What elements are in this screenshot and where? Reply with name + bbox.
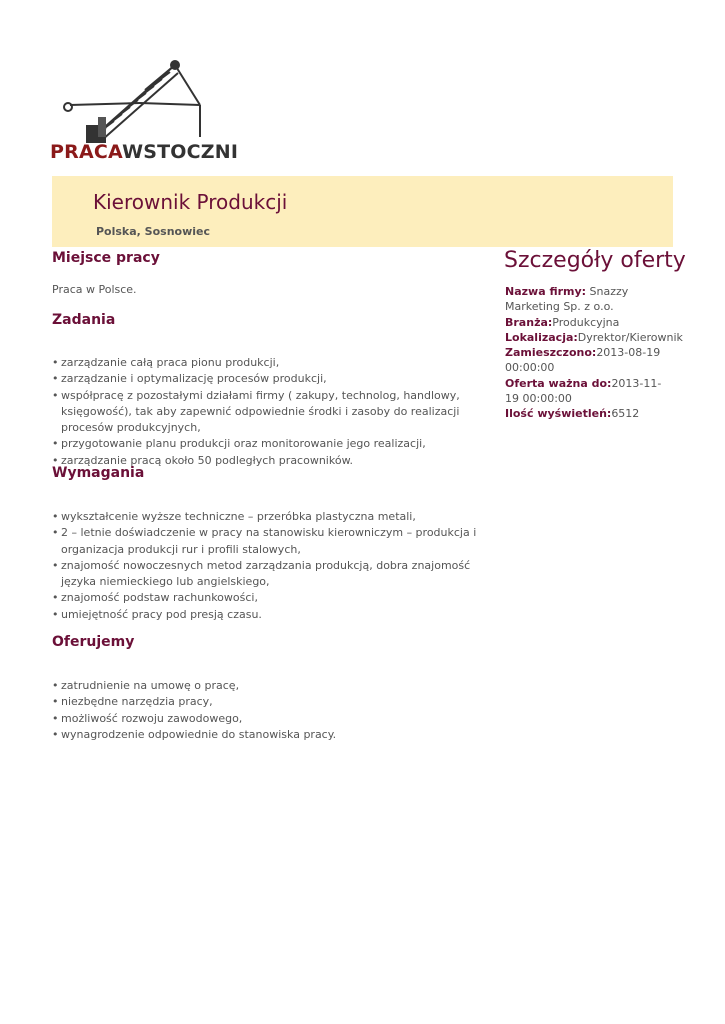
section-heading-wymagania: Wymagania <box>52 465 145 481</box>
list-item: • zarządzanie pracą około 50 podległych pracowników. <box>52 453 507 469</box>
list-item: • niezbędne narzędzia pracy, <box>52 694 507 710</box>
list-item: • 2 – letnie doświadczenie w pracy na stanowisku kierowniczym – produkcja i organizacja produkcji rur i profili stalowych, <box>52 525 497 558</box>
wymagania-list <box>52 509 497 623</box>
logo-wordmark <box>50 141 238 163</box>
list-item: • znajomość nowoczesnych metod zarządzania produkcją, dobra znajomość języka niemieckiego lub angielskiego, <box>52 558 497 591</box>
detail-key: Nazwa firmy: <box>505 285 587 298</box>
detail-key: Zamieszczono: <box>505 346 597 360</box>
list-item: • zarządzanie i optymalizację procesów produkcji, <box>52 371 507 387</box>
section-heading-miejsce: Miejsce pracy <box>52 250 160 266</box>
logo-part2: WSTOCZNI <box>122 141 239 163</box>
detail-company <box>505 284 675 315</box>
job-title: Kierownik Produkcji <box>93 190 288 214</box>
zadania-list <box>52 355 507 469</box>
details-list <box>505 284 683 422</box>
detail-key: Branża: <box>505 315 553 329</box>
detail-value: 2013-08-19 00:00:00 <box>505 346 661 375</box>
detail-views <box>505 406 675 421</box>
job-location: Polska, Sosnowiec <box>96 225 211 238</box>
detail-key: Oferta ważna do: <box>505 376 612 390</box>
list-item: • zatrudnienie na umowę o pracę, <box>52 678 507 694</box>
oferujemy-list <box>52 678 507 743</box>
list-item: • możliwość rozwoju zawodowego, <box>52 711 507 727</box>
detail-key: Lokalizacja: <box>505 330 578 344</box>
detail-value: Dyrektor/Kierownik <box>577 330 683 344</box>
list-item: • znajomość podstaw rachunkowości, <box>52 590 497 606</box>
details-heading: Szczegóły oferty <box>504 248 686 273</box>
detail-value: 6512 <box>611 407 640 421</box>
list-item: • zarządzanie całą praca pionu produkcji, <box>52 355 507 371</box>
miejsce-text: Praca w Polsce. <box>52 283 137 296</box>
detail-valid-until <box>505 376 675 407</box>
section-heading-oferujemy: Oferujemy <box>52 634 135 650</box>
list-item: • umiejętność pracy pod presją czasu. <box>52 607 497 623</box>
list-item: • przygotowanie planu produkcji oraz monitorowanie jego realizacji, <box>52 436 507 452</box>
section-heading-zadania: Zadania <box>52 312 116 328</box>
detail-value: Snazzy Marketing Sp. z o.o. <box>505 285 629 314</box>
crane-icon <box>50 55 210 145</box>
detail-posted <box>505 345 675 376</box>
job-header-banner <box>52 176 673 247</box>
detail-value: 2013-11-19 00:00:00 <box>505 376 662 406</box>
detail-key: Ilość wyświetleń: <box>505 407 612 421</box>
logo-part1: PRACA <box>50 141 123 163</box>
detail-location <box>505 330 683 345</box>
site-logo[interactable] <box>50 55 240 165</box>
list-item: • wykształcenie wyższe techniczne – przeróbka plastyczna metali, <box>52 509 497 525</box>
list-item: • współpracę z pozostałymi działami firmy ( zakupy, technolog, handlowy, księgowość), tak aby zapewnić odpowiednie środki i zasoby do realizacji procesów produkcyjnych, <box>52 388 507 437</box>
detail-value: Produkcyjna <box>552 315 620 329</box>
list-item: • wynagrodzenie odpowiednie do stanowiska pracy. <box>52 727 507 743</box>
detail-industry <box>505 315 675 330</box>
